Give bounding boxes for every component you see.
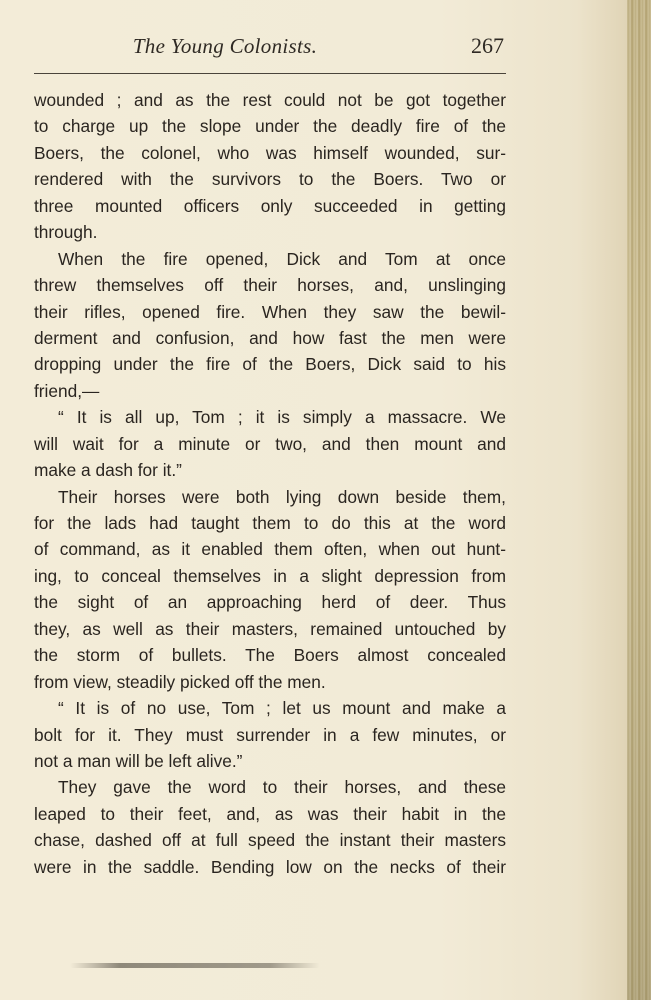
- text-line: Boers, the colonel, who was himself wounded, sur-: [34, 142, 506, 163]
- text-line: were in the saddle. Bending low on the necks of their: [34, 856, 506, 877]
- text-line: dropping under the fire of the Boers, Dick said to his: [34, 354, 506, 375]
- text-line: the sight of an approaching herd of deer. Thus: [34, 592, 506, 613]
- header-rule: [34, 73, 506, 74]
- text-line: bolt for it. They must surrender in a few minutes, or: [34, 724, 506, 745]
- text-line: leaped to their feet, and, as was their habit in the: [34, 803, 506, 824]
- text-line: from view, steadily picked off the men.: [34, 671, 326, 692]
- text-line: wounded ; and as the rest could not be got together: [34, 90, 506, 110]
- page-number: 267: [471, 33, 504, 58]
- text-line: their rifles, opened fire. When they saw the bewil-: [34, 301, 506, 322]
- ink-smudge: [70, 963, 320, 968]
- text-line: chase, dashed off at full speed the instant their masters: [34, 830, 506, 851]
- text-line: friend,—: [34, 380, 100, 401]
- text-line: “ It is all up, Tom ; it is simply a massacre. We: [58, 407, 506, 428]
- text-line: threw themselves off their horses, and, unslinging: [34, 275, 506, 296]
- text-line: “ It is of no use, Tom ; let us mount and make a: [58, 698, 506, 719]
- text-line: Their horses were both lying down beside them,: [58, 486, 506, 507]
- text-line: they, as well as their masters, remained untouched by: [34, 618, 506, 639]
- text-line: to charge up the slope under the deadly fire of the: [34, 116, 506, 137]
- text-line: will wait for a minute or two, and then mount and: [34, 433, 506, 454]
- running-title: The Young Colonists.: [132, 34, 318, 58]
- text-line: They gave the word to their horses, and these: [58, 777, 506, 798]
- text-line: make a dash for it.”: [34, 460, 182, 481]
- page-header: [34, 30, 506, 64]
- text-line: When the fire opened, Dick and Tom at once: [58, 248, 506, 269]
- text-line: rendered with the survivors to the Boers. Two or: [34, 169, 506, 190]
- text-line: through.: [34, 222, 98, 243]
- text-line: for the lads had taught them to do this at the word: [34, 513, 506, 533]
- body-text: [34, 87, 506, 880]
- text-line: not a man will be left alive.”: [34, 750, 243, 771]
- text-line: three mounted officers only succeeded in getting: [34, 195, 506, 216]
- page-edge: [627, 0, 651, 1000]
- text-line: of command, as it enabled them often, when out hunt-: [34, 539, 506, 560]
- text-line: derment and confusion, and how fast the men were: [34, 327, 506, 348]
- text-line: the storm of bullets. The Boers almost concealed: [34, 645, 506, 666]
- text-line: ing, to conceal themselves in a slight depression from: [34, 565, 506, 586]
